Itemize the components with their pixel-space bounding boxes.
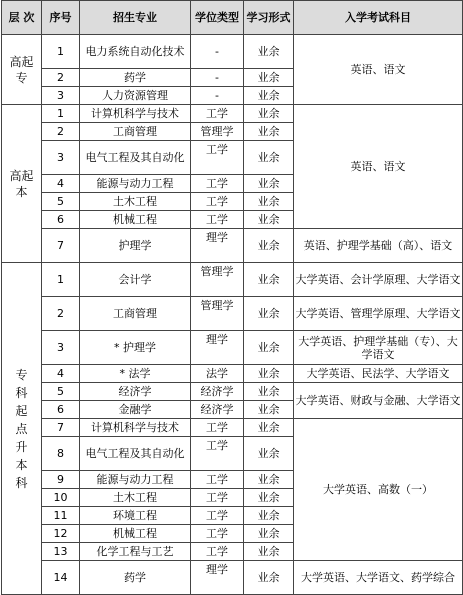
col-header-degree: 学位类型 xyxy=(191,1,244,35)
degree-cell: 工学 xyxy=(191,105,244,123)
seq-cell: 4 xyxy=(42,175,80,193)
col-header-exam: 入学考试科目 xyxy=(294,1,463,35)
study-cell: 业余 xyxy=(244,175,294,193)
seq-cell: 6 xyxy=(42,401,80,419)
major-cell: 电力系统自动化技术 xyxy=(80,35,191,69)
header-row xyxy=(2,1,463,35)
seq-cell: 3 xyxy=(42,331,80,365)
degree-cell: 工学 xyxy=(191,211,244,229)
seq-cell: 4 xyxy=(42,365,80,383)
exam-cell: 大学英语、高数（一） xyxy=(294,419,463,561)
study-cell: 业余 xyxy=(244,35,294,69)
seq-cell: 7 xyxy=(42,419,80,437)
study-cell: 业余 xyxy=(244,69,294,87)
major-cell: * 护理学 xyxy=(80,331,191,365)
study-cell: 业余 xyxy=(244,419,294,437)
degree-cell: - xyxy=(191,35,244,69)
seq-cell: 6 xyxy=(42,211,80,229)
major-cell: 工商管理 xyxy=(80,297,191,331)
study-cell: 业余 xyxy=(244,263,294,297)
seq-cell: 13 xyxy=(42,543,80,561)
major-cell: 机械工程 xyxy=(80,211,191,229)
study-cell: 业余 xyxy=(244,471,294,489)
study-cell: 业余 xyxy=(244,87,294,105)
table-row xyxy=(2,263,463,297)
table-row xyxy=(2,419,463,437)
table-row xyxy=(2,383,463,401)
seq-cell: 3 xyxy=(42,87,80,105)
study-cell: 业余 xyxy=(244,525,294,543)
degree-cell: 管理学 xyxy=(191,297,244,331)
col-header-study: 学习形式 xyxy=(244,1,294,35)
seq-cell: 7 xyxy=(42,229,80,263)
seq-cell: 1 xyxy=(42,35,80,69)
level-label: 高起本 xyxy=(9,168,34,199)
degree-cell: 经济学 xyxy=(191,383,244,401)
table-row xyxy=(2,35,463,69)
study-cell: 业余 xyxy=(244,543,294,561)
degree-cell: - xyxy=(191,69,244,87)
study-cell: 业余 xyxy=(244,561,294,595)
table-row xyxy=(2,365,463,383)
exam-cell: 英语、语文 xyxy=(294,35,463,105)
seq-cell: 2 xyxy=(42,297,80,331)
study-cell: 业余 xyxy=(244,297,294,331)
table-row xyxy=(2,229,463,263)
seq-cell: 2 xyxy=(42,123,80,141)
seq-cell: 1 xyxy=(42,105,80,123)
seq-cell: 8 xyxy=(42,437,80,471)
level-cell xyxy=(2,35,42,105)
major-cell: 经济学 xyxy=(80,383,191,401)
table-row xyxy=(2,331,463,365)
degree-cell: 经济学 xyxy=(191,401,244,419)
degree-cell: 工学 xyxy=(191,525,244,543)
study-cell: 业余 xyxy=(244,365,294,383)
seq-cell: 14 xyxy=(42,561,80,595)
study-cell: 业余 xyxy=(244,401,294,419)
degree-cell: 工学 xyxy=(191,419,244,437)
exam-cell: 大学英语、会计学原理、大学语文 xyxy=(294,263,463,297)
study-cell: 业余 xyxy=(244,123,294,141)
table-row xyxy=(2,561,463,595)
major-cell: 计算机科学与技术 xyxy=(80,105,191,123)
col-header-major: 招生专业 xyxy=(80,1,191,35)
study-cell: 业余 xyxy=(244,489,294,507)
exam-cell: 大学英语、护理学基础（专）、大学语文 xyxy=(294,331,463,365)
seq-cell: 2 xyxy=(42,69,80,87)
seq-cell: 12 xyxy=(42,525,80,543)
admissions-table xyxy=(1,0,463,595)
degree-cell: 工学 xyxy=(191,543,244,561)
study-cell: 业余 xyxy=(244,331,294,365)
exam-cell: 大学英语、大学语文、药学综合 xyxy=(294,561,463,595)
major-cell: 金融学 xyxy=(80,401,191,419)
degree-cell: 工学 xyxy=(191,193,244,211)
major-cell: 工商管理 xyxy=(80,123,191,141)
major-cell: 护理学 xyxy=(80,229,191,263)
major-cell: 计算机科学与技术 xyxy=(80,419,191,437)
level-label: 高起专 xyxy=(9,54,34,85)
major-cell: 机械工程 xyxy=(80,525,191,543)
table-row xyxy=(2,297,463,331)
major-cell: 电气工程及其自动化 xyxy=(80,141,191,175)
major-cell: 土木工程 xyxy=(80,489,191,507)
degree-cell: 工学 xyxy=(191,507,244,525)
major-cell: 能源与动力工程 xyxy=(80,175,191,193)
study-cell: 业余 xyxy=(244,193,294,211)
exam-cell: 英语、护理学基础（高）、语文 xyxy=(294,229,463,263)
major-cell: 土木工程 xyxy=(80,193,191,211)
degree-cell: 理学 xyxy=(191,229,244,263)
level-label: 专科起点升本科 xyxy=(15,367,28,490)
study-cell: 业余 xyxy=(244,507,294,525)
level-cell xyxy=(2,105,42,263)
degree-cell: 理学 xyxy=(191,561,244,595)
degree-cell: 工学 xyxy=(191,489,244,507)
study-cell: 业余 xyxy=(244,229,294,263)
study-cell: 业余 xyxy=(244,383,294,401)
degree-cell: - xyxy=(191,87,244,105)
exam-cell: 大学英语、民法学、大学语文 xyxy=(294,365,463,383)
seq-cell: 1 xyxy=(42,263,80,297)
degree-cell: 管理学 xyxy=(191,123,244,141)
major-cell: 环境工程 xyxy=(80,507,191,525)
degree-cell: 工学 xyxy=(191,141,244,175)
degree-cell: 法学 xyxy=(191,365,244,383)
degree-cell: 管理学 xyxy=(191,263,244,297)
col-header-seq: 序号 xyxy=(42,1,80,35)
seq-cell: 10 xyxy=(42,489,80,507)
seq-cell: 5 xyxy=(42,193,80,211)
level-cell xyxy=(2,263,42,595)
major-cell: 人力资源管理 xyxy=(80,87,191,105)
degree-cell: 工学 xyxy=(191,437,244,471)
exam-cell: 大学英语、财政与金融、大学语文 xyxy=(294,383,463,419)
major-cell: 电气工程及其自动化 xyxy=(80,437,191,471)
degree-cell: 工学 xyxy=(191,175,244,193)
major-cell: 会计学 xyxy=(80,263,191,297)
exam-cell: 大学英语、管理学原理、大学语文 xyxy=(294,297,463,331)
degree-cell: 理学 xyxy=(191,331,244,365)
major-cell: 药学 xyxy=(80,561,191,595)
major-cell: 能源与动力工程 xyxy=(80,471,191,489)
seq-cell: 9 xyxy=(42,471,80,489)
degree-cell: 工学 xyxy=(191,471,244,489)
study-cell: 业余 xyxy=(244,211,294,229)
study-cell: 业余 xyxy=(244,437,294,471)
table-row xyxy=(2,105,463,123)
seq-cell: 11 xyxy=(42,507,80,525)
col-header-level: 层 次 xyxy=(2,1,42,35)
major-cell: 药学 xyxy=(80,69,191,87)
study-cell: 业余 xyxy=(244,141,294,175)
study-cell: 业余 xyxy=(244,105,294,123)
seq-cell: 3 xyxy=(42,141,80,175)
major-cell: * 法学 xyxy=(80,365,191,383)
seq-cell: 5 xyxy=(42,383,80,401)
exam-cell: 英语、语文 xyxy=(294,105,463,229)
major-cell: 化学工程与工艺 xyxy=(80,543,191,561)
